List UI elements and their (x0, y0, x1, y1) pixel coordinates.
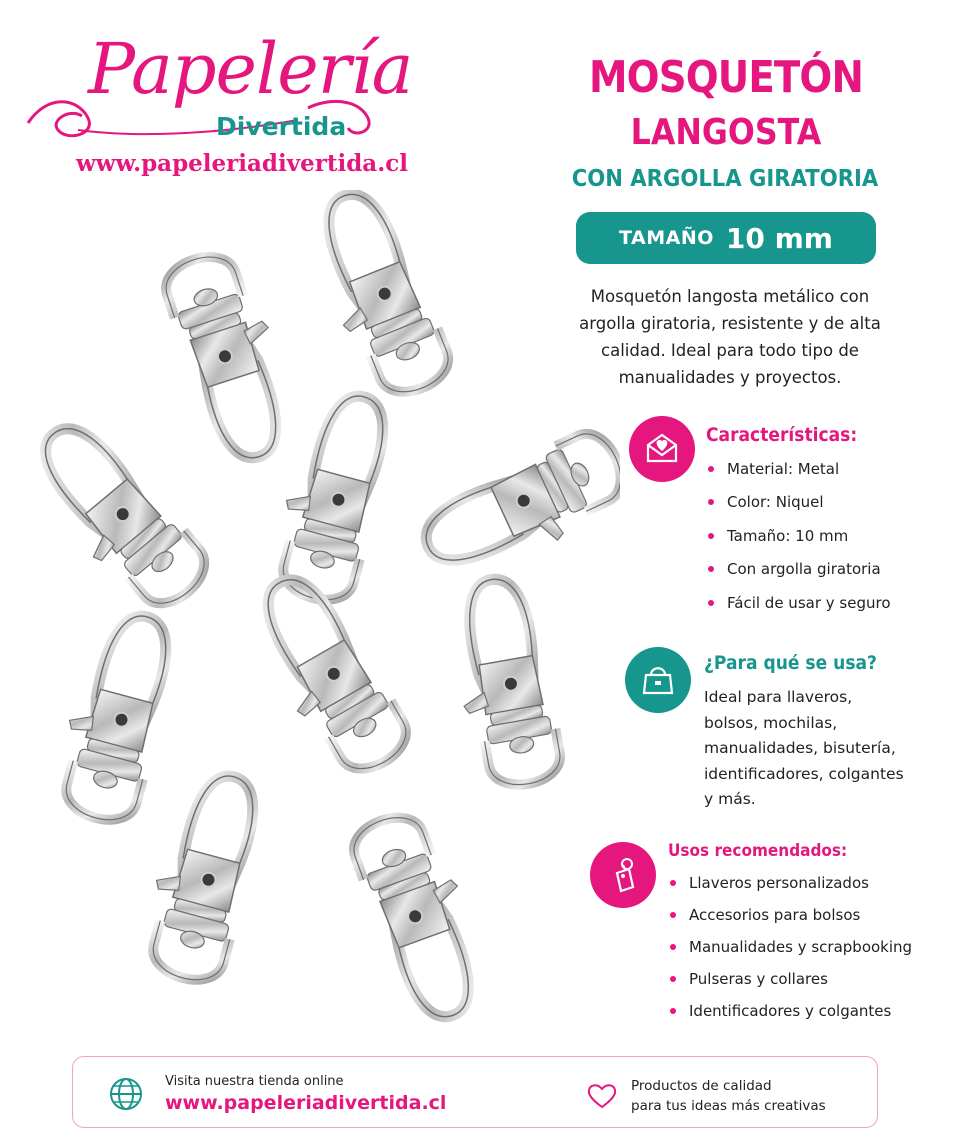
brand-sub-name: Divertida (216, 112, 347, 141)
usage-text: Ideal para llaveros, bolsos, mochilas, manualidades, bisutería, identificadores, colgantes y más. (704, 688, 904, 808)
product-title-line1: MOSQUETÓN (589, 52, 863, 103)
bullet-dot (670, 880, 676, 886)
visit-store-label: Visita nuestra tienda online (165, 1074, 344, 1089)
brand-script-name: Papelería (88, 28, 413, 110)
size-value: 10 mm (725, 221, 833, 255)
product-illustration (20, 190, 620, 1040)
quality-tagline: Productos de calidad para tus ideas más creativas (631, 1078, 826, 1114)
handbag-icon (625, 647, 691, 713)
product-title-line2: LANGOSTA (630, 112, 822, 153)
bullet-dot (670, 1008, 676, 1014)
list-item: Material: Metal (708, 452, 891, 486)
product-description: Mosquetón langosta metálico con argolla giratoria, resistente y de alta calidad. Ideal para todo tipo de manualidades y proyectos. (579, 287, 881, 387)
bullet-dot (708, 566, 714, 572)
bullet-dot (708, 533, 714, 539)
usage-heading: ¿Para qué se usa? (704, 652, 877, 674)
clasp-4 (264, 384, 401, 607)
clasp-1 (159, 244, 305, 468)
bullet-dot (670, 944, 676, 950)
bullet-dot (708, 600, 714, 606)
clasp-7 (237, 564, 415, 787)
clasp-9 (134, 764, 271, 987)
features-heading: Características: (706, 424, 858, 446)
bullet-dot (708, 466, 714, 472)
clasp-2 (299, 190, 456, 407)
list-item: Fácil de usar y seguro (708, 586, 891, 620)
list-item: Identificadores y colgantes (670, 995, 912, 1027)
brand-url[interactable]: www.papeleriadivertida.cl (76, 150, 408, 177)
size-label: TAMAÑO (619, 227, 714, 249)
clasp-10 (347, 804, 499, 1028)
keychain-tag-icon (590, 842, 656, 908)
store-url-link[interactable]: www.papeleriadivertida.cl (165, 1092, 447, 1114)
bullet-dot (670, 912, 676, 918)
box-heart-icon (629, 416, 695, 482)
footer-banner (72, 1056, 878, 1128)
list-item: Accesorios para bolsos (670, 899, 912, 931)
clasp-5 (412, 425, 620, 591)
clasp-3 (20, 410, 215, 624)
bullet-dot (670, 976, 676, 982)
brand-logo (18, 28, 413, 188)
recommended-heading: Usos recomendados: (668, 841, 848, 861)
list-item: Color: Niquel (708, 486, 891, 520)
list-item: Llaveros personalizados (670, 867, 912, 899)
globe-icon (109, 1077, 143, 1111)
list-item: Tamaño: 10 mm (708, 519, 891, 553)
recommended-list (670, 867, 912, 1027)
features-list (708, 452, 891, 620)
bullet-dot (708, 499, 714, 505)
clasp-6 (47, 604, 184, 827)
list-item: Con argolla giratoria (708, 553, 891, 587)
list-item: Manualidades y scrapbooking (670, 931, 912, 963)
list-item: Pulseras y collares (670, 963, 912, 995)
heart-icon (587, 1083, 617, 1109)
product-subtitle: CON ARGOLLA GIRATORIA (571, 166, 879, 192)
size-badge (576, 212, 876, 264)
clasp-8 (443, 573, 564, 792)
